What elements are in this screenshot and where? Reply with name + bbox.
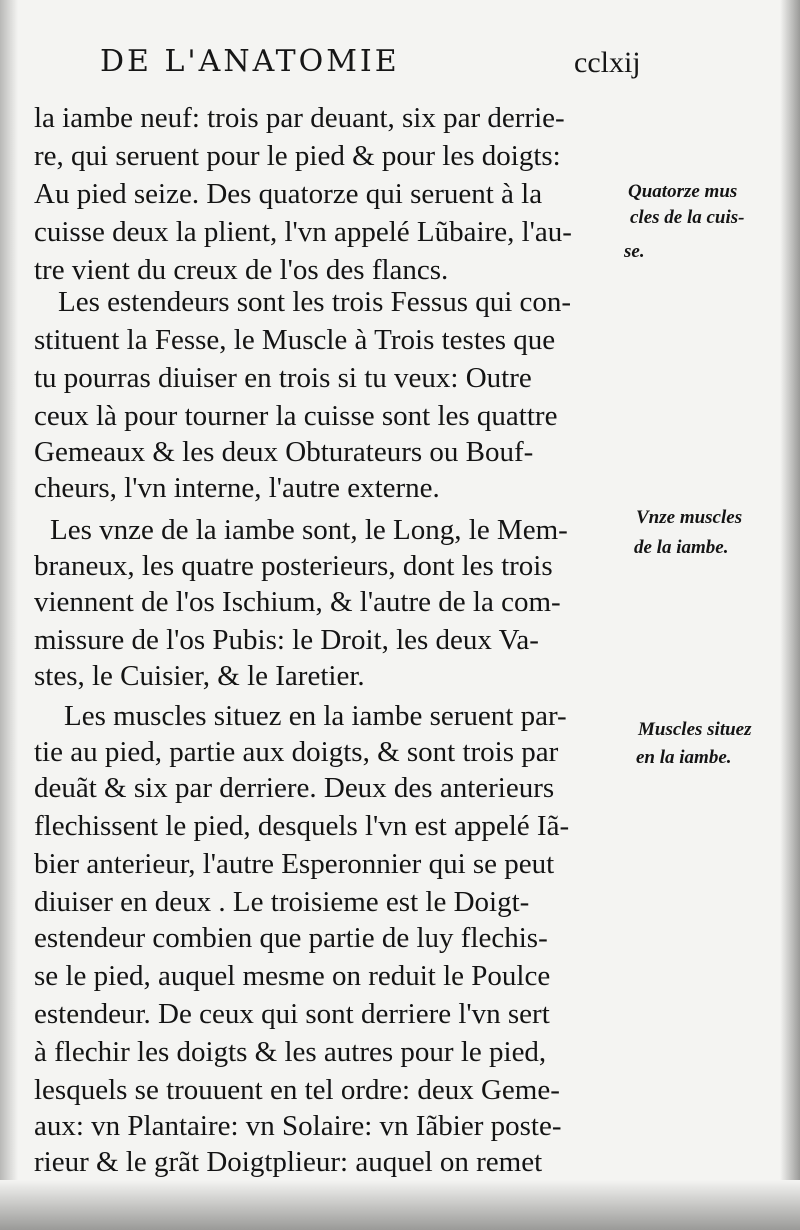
- page-gutter-shadow: [0, 0, 18, 1230]
- margin-note: cles de la cuis-: [630, 207, 745, 228]
- margin-note: Vnze muscles: [636, 507, 743, 528]
- page-header: [100, 44, 660, 84]
- text-line: aux: vn Plantaire: vn Solaire: vn Iãbier poste-: [34, 1110, 562, 1142]
- margin-note: de la iambe.: [634, 537, 729, 558]
- text-line: tie au pied, partie aux doigts, & sont trois par: [34, 736, 559, 768]
- margin-note: en la iambe.: [636, 747, 732, 768]
- text-line: missure de l'os Pubis: le Droit, les deux Va-: [34, 624, 539, 656]
- margin-note: se.: [624, 241, 645, 262]
- folio-number: cclxij: [574, 46, 641, 79]
- text-line: tu pourras diuiser en trois si tu veux: Outre: [34, 362, 532, 394]
- running-title: DE L'ANATOMIE: [100, 44, 400, 79]
- text-line: deuãt & six par derriere. Deux des anterieurs: [34, 772, 555, 804]
- text-line: flechissent le pied, desquels l'vn est appelé Iã-: [34, 810, 570, 842]
- page-bottom-shadow: [0, 1180, 800, 1230]
- text-line: viennent de l'os Ischium, & l'autre de la com-: [34, 586, 561, 618]
- text-line: stes, le Cuisier, & le Iaretier.: [34, 660, 365, 692]
- text-line: estendeur combien que partie de luy flechis-: [34, 922, 548, 954]
- text-line: ceux là pour tourner la cuisse sont les quattre: [34, 400, 558, 432]
- text-line: Les muscles situez en la iambe seruent par-: [64, 700, 567, 732]
- text-line: tre vient du creux de l'os des flancs.: [34, 254, 449, 286]
- text-line: re, qui seruent pour le pied & pour les doigts:: [34, 140, 561, 172]
- text-line: cuisse deux la plient, l'vn appelé Lũbaire, l'au-: [34, 216, 572, 248]
- text-line: la iambe neuf: trois par deuant, six par derrie-: [34, 102, 565, 134]
- text-line: Au pied seize. Des quatorze qui seruent à la: [34, 178, 543, 210]
- text-line: stituent la Fesse, le Muscle à Trois testes que: [34, 324, 556, 356]
- text-line: bier anterieur, l'autre Esperonnier qui se peut: [34, 848, 555, 880]
- text-line: Gemeaux & les deux Obturateurs ou Bouf-: [34, 436, 534, 468]
- text-line: diuiser en deux . Le troisieme est le Doigt-: [34, 886, 530, 918]
- text-line: se le pied, auquel mesme on reduit le Poulce: [34, 960, 551, 992]
- text-line: Les estendeurs sont les trois Fessus qui con-: [58, 286, 572, 318]
- page-edge-shadow: [780, 0, 800, 1230]
- margin-note: Muscles situez: [638, 719, 752, 740]
- text-line: lesquels se trouuent en tel ordre: deux Geme-: [34, 1074, 560, 1106]
- text-line: rieur & le grãt Doigtplieur: auquel on remet: [34, 1146, 543, 1178]
- text-line: à flechir les doigts & les autres pour le pied,: [34, 1036, 547, 1068]
- text-line: Les vnze de la iambe sont, le Long, le Mem-: [50, 514, 568, 546]
- margin-note: Quatorze mus: [628, 181, 738, 202]
- text-line: cheurs, l'vn interne, l'autre externe.: [34, 472, 440, 504]
- text-line: estendeur. De ceux qui sont derriere l'vn sert: [34, 998, 550, 1030]
- text-line: braneux, les quatre posterieurs, dont les trois: [34, 550, 553, 582]
